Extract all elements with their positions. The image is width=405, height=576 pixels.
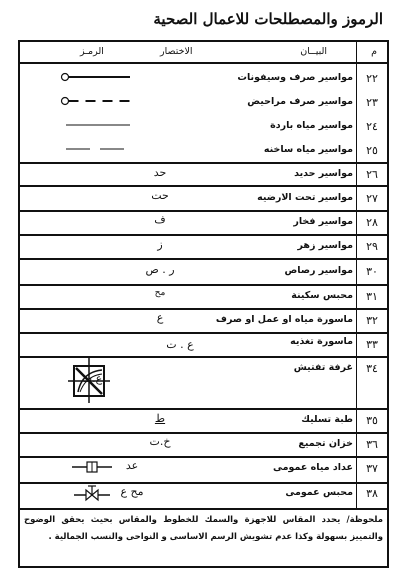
row-description: محبس سكينة: [291, 290, 353, 301]
row-number: ٢٣: [366, 96, 378, 109]
page-title: الرموز والمصطلحات للاعمال الصحية: [153, 10, 383, 28]
row-number: ٢٧: [366, 192, 378, 205]
row-abbreviation: مح: [154, 288, 166, 298]
row-divider: [20, 508, 387, 510]
row-number: ٢٦: [366, 168, 378, 181]
row-divider: [20, 162, 387, 164]
row-description: مواسير مياه ساخنه: [263, 144, 353, 155]
row-divider: [20, 408, 387, 410]
row-number: ٣٥: [366, 414, 378, 427]
row-divider: [20, 456, 387, 458]
main-valve-symbol: [74, 484, 110, 502]
row-description: مواسير رصاص: [284, 265, 353, 276]
row-description: خزان تجميع: [298, 438, 353, 449]
row-divider: [20, 258, 387, 260]
row-divider: [20, 432, 387, 434]
water-meter-symbol: [72, 460, 112, 474]
row-number: ٣٦: [366, 438, 378, 451]
header-description: البيــان: [300, 46, 327, 57]
row-number: ٢٥: [366, 144, 378, 157]
row-description: طبة تسليك: [301, 414, 353, 425]
inspection-chamber-symbol: [68, 358, 112, 404]
row-number: ٢٤: [366, 120, 378, 133]
row-number: ٣٠: [366, 265, 378, 278]
row-description: عداد مياه عمومى: [273, 462, 353, 473]
row-number: ٣٢: [366, 314, 378, 327]
row-number: ٣٣: [366, 338, 378, 351]
row-divider: [20, 185, 387, 187]
row-number: ٣٧: [366, 462, 378, 475]
row-divider: [20, 234, 387, 236]
row-description: غرفة تفتيش: [293, 362, 353, 373]
row-abbreviation: ع . ت: [166, 338, 194, 351]
row-description: محبس عمومى: [285, 487, 353, 498]
row-abbreviation: ر . ص: [145, 263, 175, 276]
row-abbreviation: ع: [156, 311, 164, 324]
row-description: مواسير فخار: [293, 216, 353, 227]
row-description: مواسير مياه باردة: [270, 120, 353, 131]
row-divider: [20, 332, 387, 334]
header-symbol: الرمـز: [80, 46, 104, 57]
row-abbreviation: ف: [154, 213, 166, 226]
row-number: ٢٢: [366, 72, 378, 85]
row-number: ٢٨: [366, 216, 378, 229]
row-description: مواسير صرف وسيفونات: [237, 72, 353, 83]
header-number: م: [371, 46, 377, 57]
row-description: ماسورة تغذيه: [290, 336, 353, 347]
row-abbreviation: ط: [154, 412, 166, 425]
row-number: ٣١: [366, 290, 378, 303]
row-description: مواسير زهر: [297, 240, 353, 251]
row-abbreviation: حت: [151, 189, 169, 202]
row-divider: [20, 308, 387, 310]
row-description: مواسير صرف مراحيض: [247, 96, 353, 107]
toilet-drain-pipe-symbol: [60, 96, 132, 106]
row-divider: [20, 210, 387, 212]
cold-water-pipe-symbol: [66, 120, 130, 130]
row-description: مواسير حديد: [294, 168, 353, 179]
symbols-table: [18, 40, 389, 568]
row-abbreviation: حد: [153, 166, 167, 179]
header-divider: [20, 62, 387, 64]
drain-pipe-symbol: [60, 72, 132, 82]
hot-water-pipe-symbol: [66, 144, 130, 154]
row-abbreviation: عد: [125, 459, 139, 472]
row-abbreviation: غ.ت: [81, 372, 103, 385]
row-abbreviation: ز: [157, 238, 163, 251]
footnote: ملحوظة/ يحدد المقاس للاجهزة والسمك للخطوط والمقاس بحيث يحقق الوضوح والتمييز بسهولة وكذا عدم تشويش الرسم الاساسى و النواحى والنسب الجمالية .: [24, 515, 383, 542]
row-number: ٣٨: [366, 487, 378, 500]
row-description: ماسورة مياه او عمل او صرف: [215, 314, 353, 325]
row-description: مواسير تحت الارضيه: [257, 192, 353, 203]
row-number: ٣٤: [366, 362, 378, 375]
row-number: ٢٩: [366, 240, 378, 253]
row-abbreviation: خ.ت: [149, 435, 171, 448]
header-abbreviation: الاختصار: [160, 46, 193, 57]
row-abbreviation: مح ع: [120, 485, 144, 498]
row-divider: [20, 284, 387, 286]
